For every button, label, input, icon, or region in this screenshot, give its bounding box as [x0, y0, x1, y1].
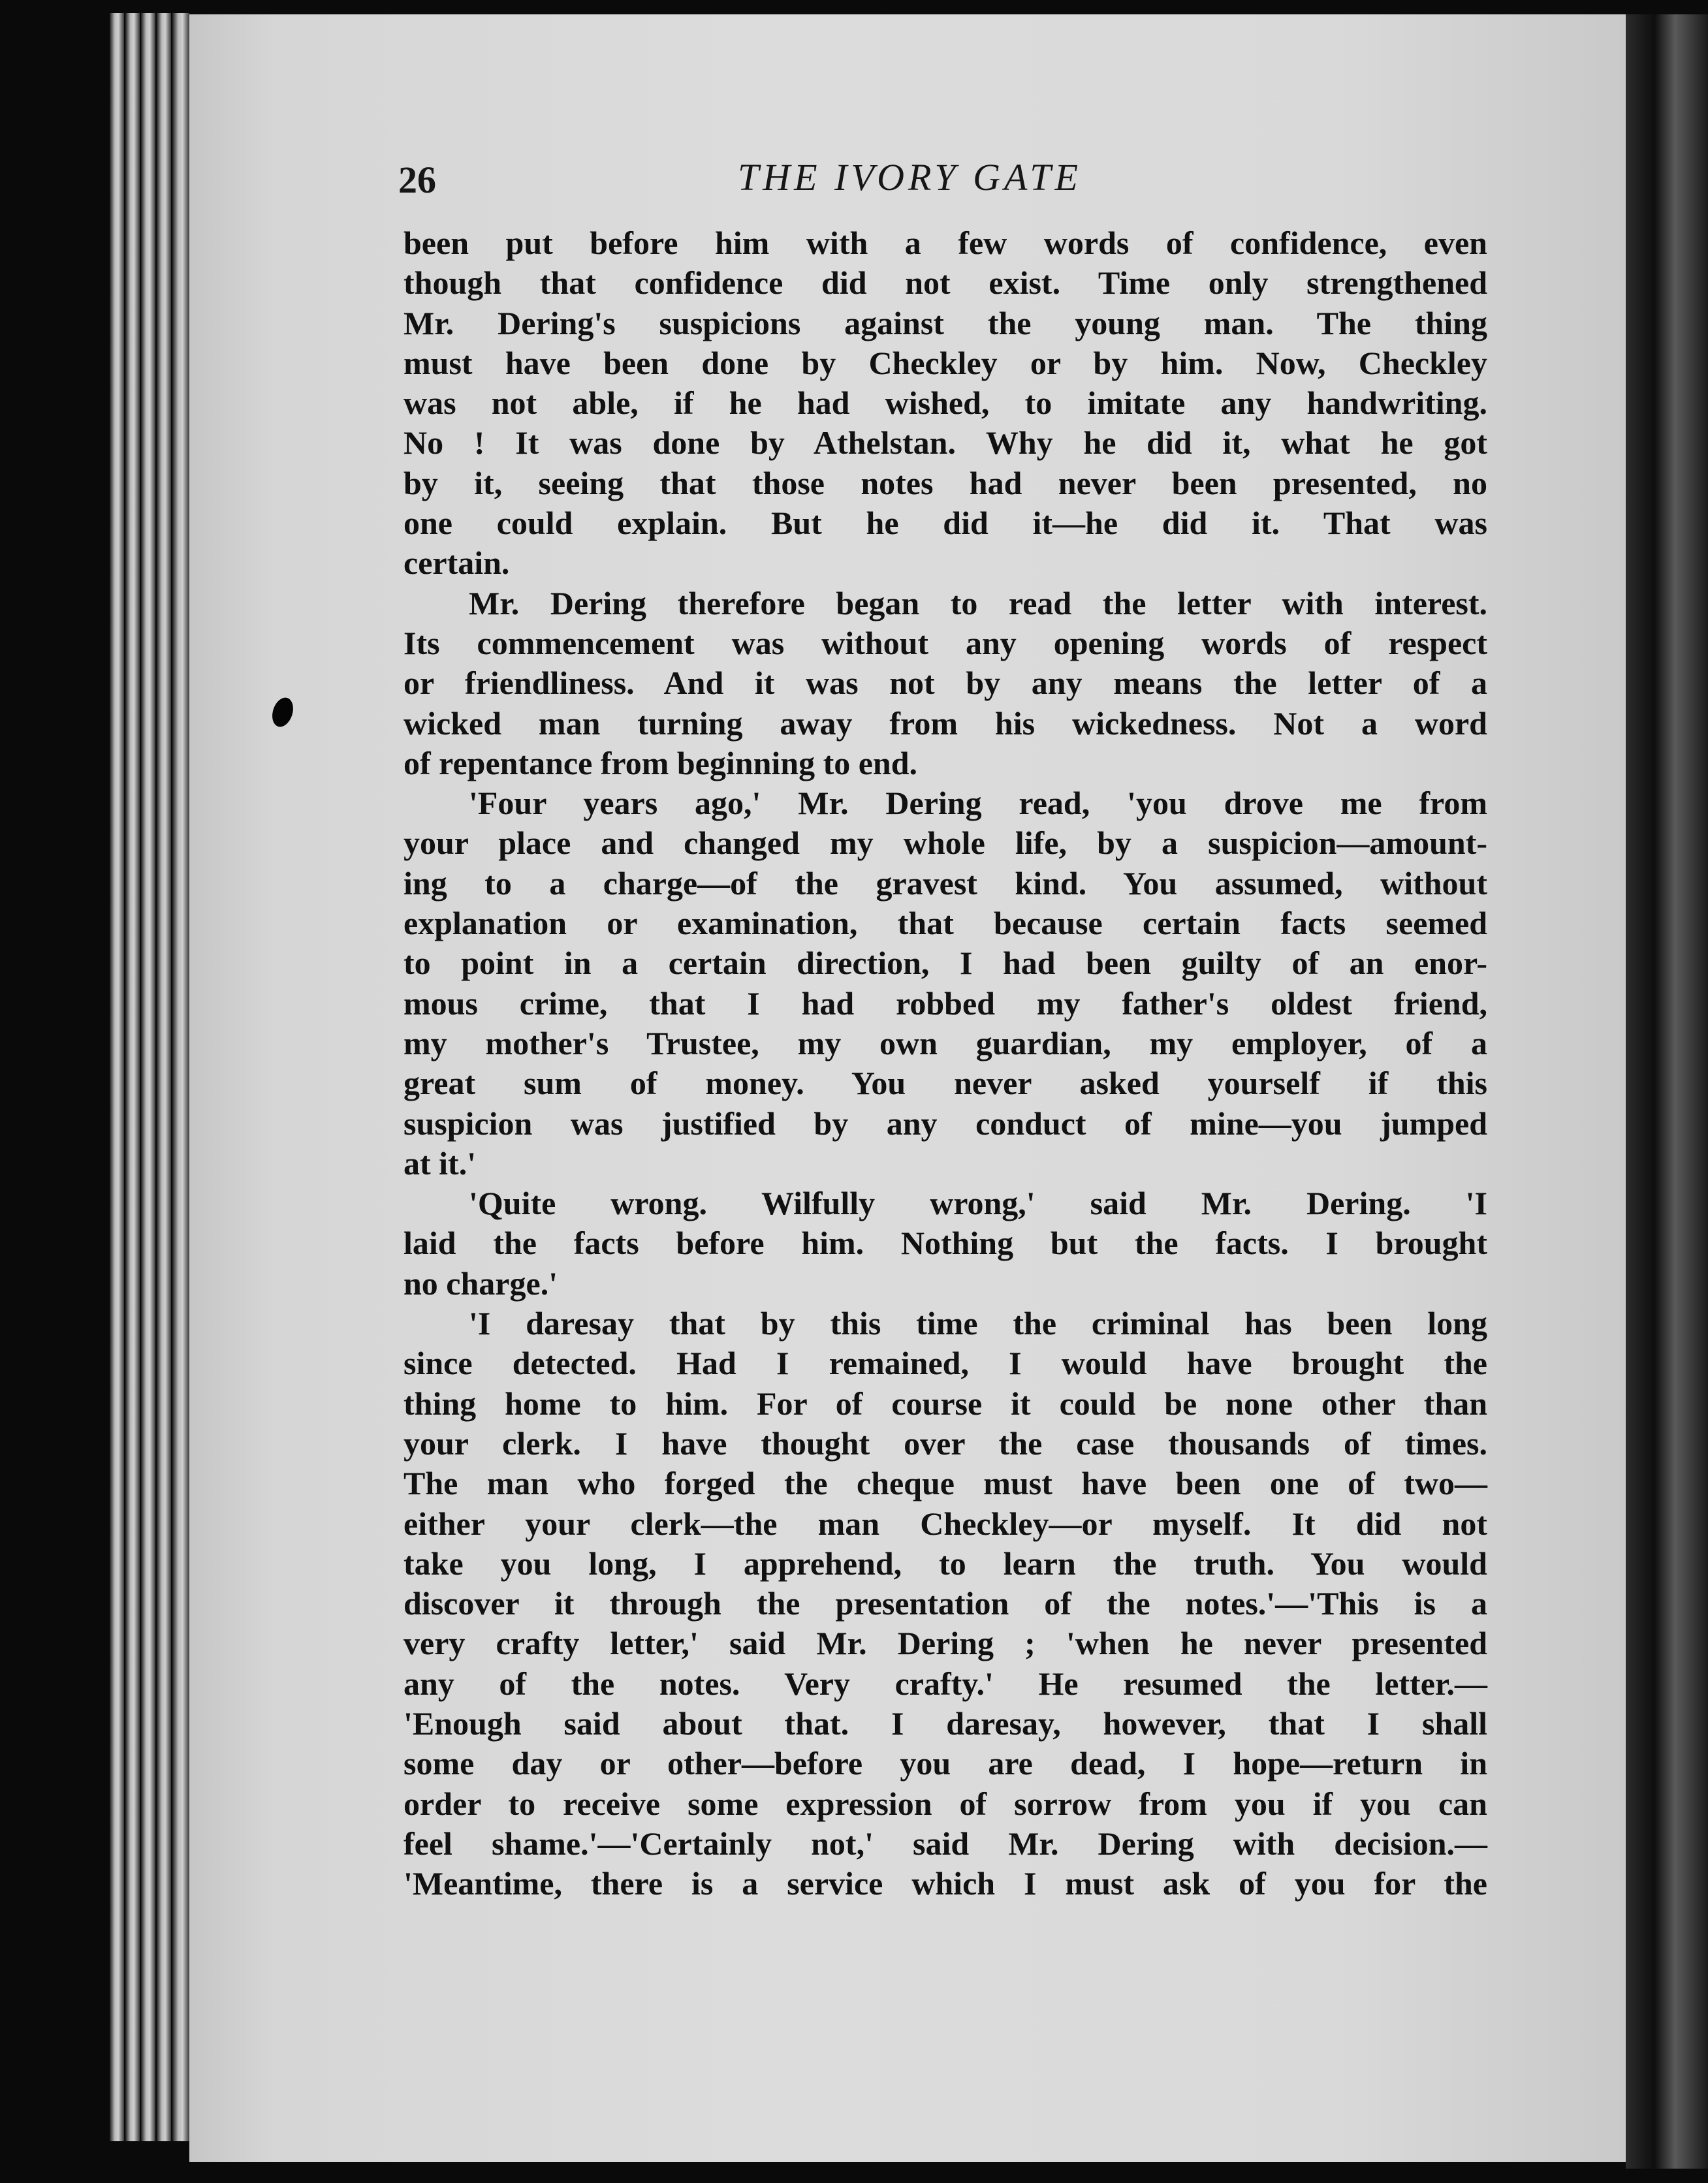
page-edge — [172, 13, 189, 2141]
text-line: take you long, I apprehend, to learn the truth. You would — [403, 1545, 1487, 1582]
page-edge — [125, 13, 140, 2141]
text-line: been put before him with a few words of confidence, even — [403, 225, 1487, 261]
text-line: ing to a charge—of the gravest kind. You assumed, without — [403, 864, 1487, 902]
text-line: discover it through the presentation of the notes.'—'This is a — [403, 1585, 1487, 1622]
text-line: 'I daresay that by this time the criminal has been long — [469, 1305, 1487, 1342]
text-line: your place and changed my whole life, by a suspicion—amount- — [403, 825, 1487, 862]
text-line: laid the facts before him. Nothing but the facts. I brought — [403, 1225, 1487, 1262]
text-line: of repentance from beginning to end. — [403, 744, 918, 781]
page-edge — [157, 13, 171, 2141]
text-line: by it, seeing that those notes had never been presented, no — [403, 464, 1487, 501]
body-text — [403, 223, 1487, 1904]
text-line: or friendliness. And it was not by any means the letter of a — [403, 665, 1487, 702]
text-line: must have been done by Checkley or by him. Now, Checkley — [403, 344, 1487, 381]
page-header — [398, 151, 1482, 210]
text-line: some day or other—before you are dead, I hope—return in — [403, 1745, 1487, 1782]
text-line: your clerk. I have thought over the case thousands of times. — [403, 1424, 1487, 1462]
text-line: explanation or examination, that because certain facts seemed — [403, 905, 1487, 942]
text-line: 'Meantime, there is a service which I must ask of you for the — [403, 1865, 1487, 1902]
page-edge — [110, 13, 124, 2141]
text-line: 'Enough said about that. I daresay, however, that I shall — [403, 1704, 1487, 1742]
text-line: any of the notes. Very crafty.' He resumed the letter.— — [403, 1665, 1487, 1702]
page-number: 26 — [398, 159, 436, 201]
text-line: certain. — [403, 544, 510, 582]
page-edge — [141, 13, 155, 2141]
text-line: The man who forged the cheque must have been one of two— — [403, 1465, 1487, 1502]
text-line: to point in a certain direction, I had been guilty of an enor- — [403, 945, 1487, 982]
text-line: since detected. Had I remained, I would have brought the — [403, 1345, 1487, 1382]
text-line: Mr. Dering's suspicions against the young man. The thing — [403, 304, 1487, 341]
text-line: Mr. Dering therefore began to read the letter with interest. — [469, 584, 1487, 621]
text-line: No ! It was done by Athelstan. Why he did it, what he got — [403, 424, 1487, 462]
running-title: THE IVORY GATE — [738, 156, 1082, 198]
text-line: 'Four years ago,' Mr. Dering read, 'you drove me from — [469, 785, 1487, 822]
text-line: order to receive some expression of sorrow from you if you can — [403, 1785, 1487, 1822]
text-line: at it.' — [403, 1144, 477, 1182]
text-line: great sum of money. You never asked yourself if this — [403, 1065, 1487, 1102]
text-line: no charge.' — [403, 1264, 558, 1302]
text-line: thing home to him. For of course it could be none other than — [403, 1385, 1487, 1422]
text-line: very crafty letter,' said Mr. Dering ; 'when he never presented — [403, 1625, 1487, 1662]
text-line: mous crime, that I had robbed my father's oldest friend, — [403, 984, 1487, 1022]
text-line: was not able, if he had wished, to imitate any handwriting. — [403, 385, 1487, 422]
text-line: my mother's Trustee, my own guardian, my employer, of a — [403, 1024, 1487, 1061]
text-line: feel shame.'—'Certainly not,' said Mr. Dering with decision.— — [403, 1825, 1487, 1862]
binding-gutter — [1626, 14, 1708, 2169]
text-line: 'Quite wrong. Wilfully wrong,' said Mr. Dering. 'I — [469, 1185, 1487, 1222]
text-line: either your clerk—the man Checkley—or myself. It did not — [403, 1505, 1487, 1542]
text-line: one could explain. But he did it—he did it. That was — [403, 505, 1487, 542]
text-line: Its commencement was without any opening words of respect — [403, 624, 1487, 661]
text-line: though that confidence did not exist. Time only strengthened — [403, 264, 1487, 302]
text-line: wicked man turning away from his wickedness. Not a word — [403, 704, 1487, 742]
text-line: suspicion was justified by any conduct of mine—you jumped — [403, 1105, 1487, 1142]
